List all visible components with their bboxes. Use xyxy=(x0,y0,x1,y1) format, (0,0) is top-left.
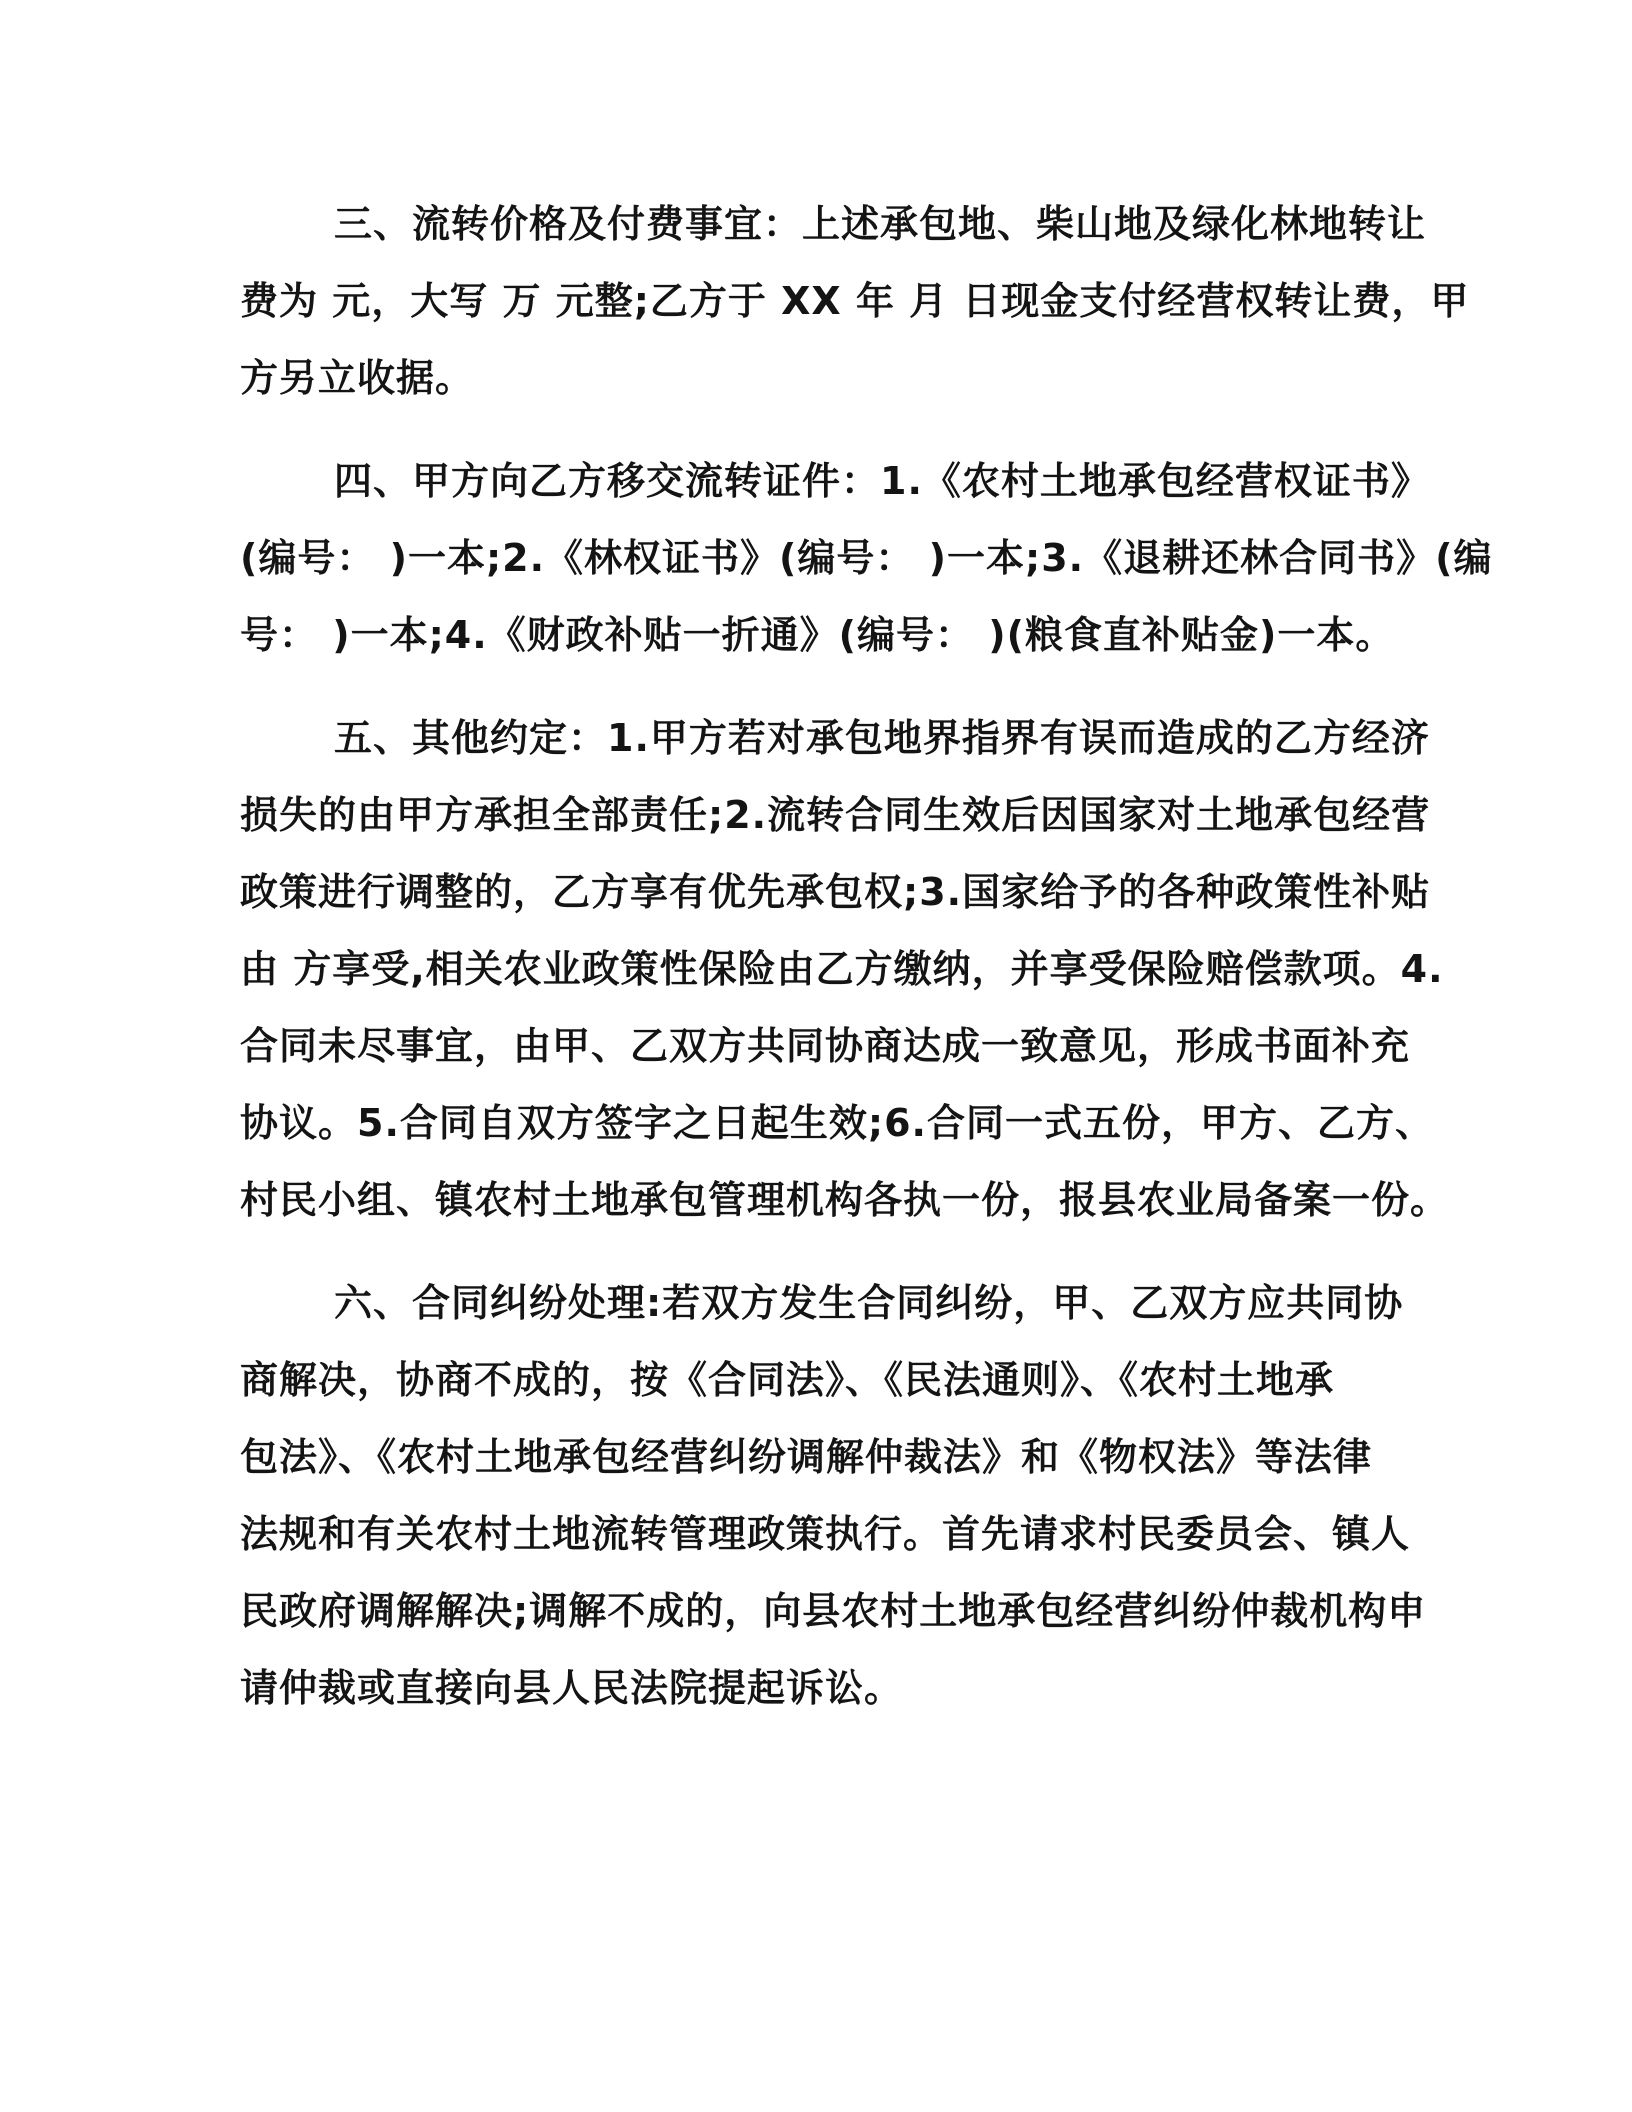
text-line: 六、合同纠纷处理:若双方发生合同纠纷，甲、乙双方应共同协 xyxy=(334,1281,1404,1325)
text-line: 协议。5.合同自双方签字之日起生效;6.合同一式五份，甲方、乙方、 xyxy=(240,1101,1434,1145)
paragraph-price-payment xyxy=(240,186,1470,417)
text-line: 费为 元，大写 万 元整;乙方于 XX 年 月 日现金支付经营权转让费，甲 xyxy=(240,279,1470,323)
paragraph-certificates xyxy=(240,443,1493,674)
text-line: 号： )一本;4.《财政补贴一折通》(编号： )(粮食直补贴金)一本。 xyxy=(240,613,1395,657)
text-line: 包法》、《农村土地承包经营纠纷调解仲裁法》和《物权法》等法律 xyxy=(240,1435,1373,1479)
text-line: 法规和有关农村土地流转管理政策执行。首先请求村民委员会、镇人 xyxy=(240,1512,1411,1556)
paragraph-disputes xyxy=(240,1265,1427,1727)
text-line: 商解决，协商不成的，按《合同法》、《民法通则》、《农村土地承 xyxy=(240,1358,1335,1402)
text-line: 三、流转价格及付费事宜：上述承包地、柴山地及绿化林地转让 xyxy=(334,202,1427,246)
paragraph-other-terms xyxy=(240,700,1450,1239)
text-line: (编号： )一本;2.《林权证书》(编号： )一本;3.《退耕还林合同书》(编 xyxy=(240,536,1493,580)
text-line: 村民小组、镇农村土地承包管理机构各执一份，报县农业局备案一份。 xyxy=(240,1178,1450,1222)
text-line: 合同未尽事宜，由甲、乙双方共同协商达成一致意见，形成书面补充 xyxy=(240,1024,1411,1068)
text-line: 五、其他约定：1.甲方若对承包地界指界有误而造成的乙方经济 xyxy=(334,716,1430,760)
text-line: 政策进行调整的，乙方享有优先承包权;3.国家给予的各种政策性补贴 xyxy=(240,870,1431,914)
document-page xyxy=(240,186,1493,1753)
text-line: 民政府调解解决;调解不成的，向县农村土地承包经营纠纷仲裁机构申 xyxy=(240,1589,1427,1633)
text-line: 请仲裁或直接向县人民法院提起诉讼。 xyxy=(240,1666,904,1710)
text-line: 四、甲方向乙方移交流转证件：1.《农村土地承包经营权证书》 xyxy=(334,459,1430,503)
text-line: 方另立收据。 xyxy=(240,356,475,400)
text-line: 损失的由甲方承担全部责任;2.流转合同生效后因国家对土地承包经营 xyxy=(240,793,1431,837)
text-line: 由 方享受,相关农业政策性保险由乙方缴纳，并享受保险赔偿款项。4. xyxy=(240,947,1444,991)
